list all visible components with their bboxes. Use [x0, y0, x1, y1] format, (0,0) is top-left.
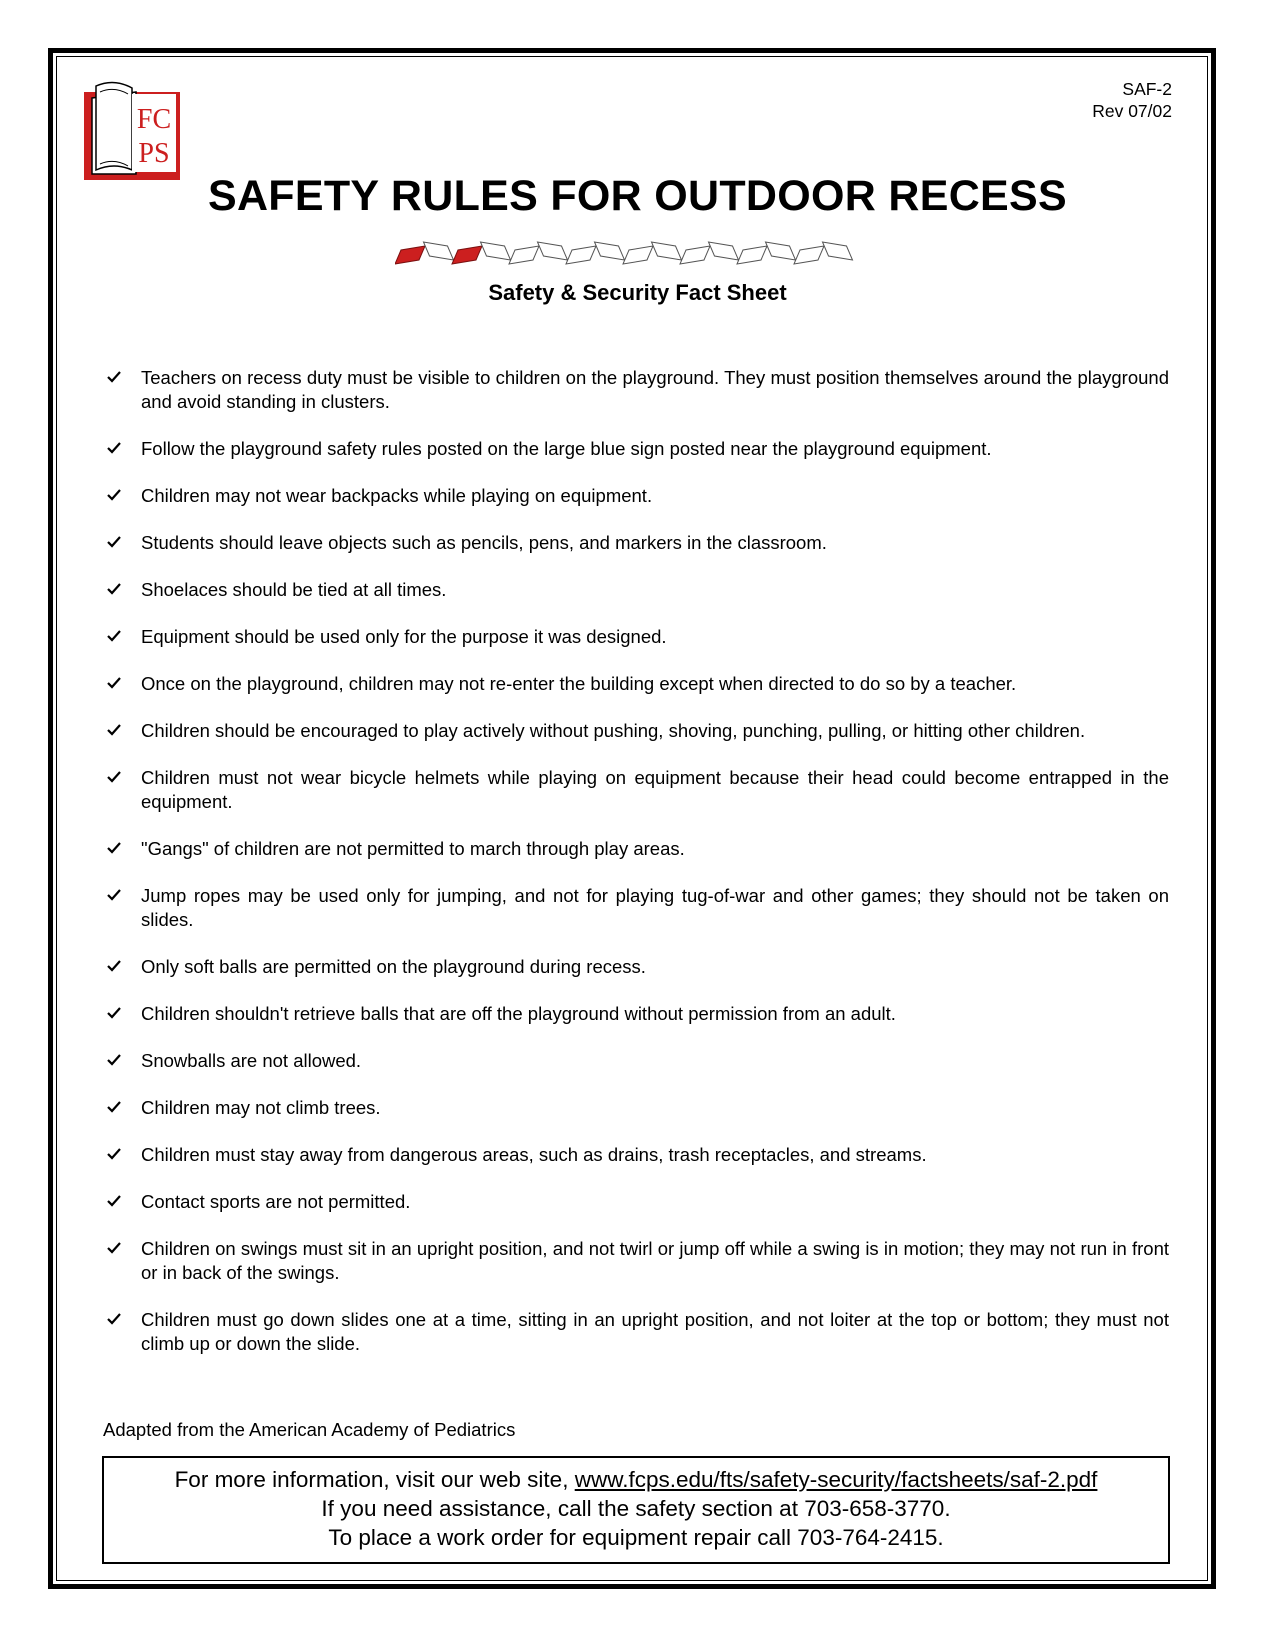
list-item: [107, 1143, 1169, 1167]
document-code: SAF-2: [1122, 79, 1172, 99]
page-subtitle: Safety & Security Fact Sheet: [488, 280, 787, 305]
chevron-segment: [509, 246, 539, 264]
list-item: [107, 766, 1169, 814]
list-item: [107, 531, 1169, 555]
chevron-segment: [823, 242, 853, 260]
checkmark-icon: [107, 629, 121, 643]
checkmark-icon: [107, 1100, 121, 1114]
info-line-safety-phone: If you need assistance, call the safety section at 703-658-3770.: [321, 1496, 951, 1521]
info-line-website: [104, 1465, 1168, 1494]
rule-text: Children may not climb trees.: [141, 1097, 381, 1118]
list-item: [107, 837, 1169, 861]
rule-text: Contact sports are not permitted.: [141, 1191, 411, 1212]
checkmark-icon: [107, 1053, 121, 1067]
checkmark-icon: [107, 1312, 121, 1326]
list-item: [107, 1002, 1169, 1026]
rule-text: Children must go down slides one at a time, sitting in an upright position, and not loiter at the top or bottom; they must not climb up or down the slide.: [141, 1309, 1169, 1354]
fact-sheet-link[interactable]: www.fcps.edu/fts/safety-security/factsheets/saf-2.pdf: [574, 1467, 1098, 1492]
checkmark-icon: [107, 888, 121, 902]
page-title: SAFETY RULES FOR OUTDOOR RECESS: [207, 172, 1068, 220]
info-line-repair-phone: To place a work order for equipment repair call 703-764-2415.: [328, 1525, 944, 1550]
rule-text: "Gangs" of children are not permitted to march through play areas.: [141, 838, 685, 859]
checkmark-icon: [107, 488, 121, 502]
safety-rules-list: [107, 366, 1169, 1379]
checkmark-icon: [107, 770, 121, 784]
chevron-segment: [766, 242, 796, 260]
rule-text: Teachers on recess duty must be visible to children on the playground. They must position themselves around the playground and avoid standing in clusters.: [141, 367, 1169, 412]
chevron-segment: [794, 246, 824, 264]
list-item: [107, 1308, 1169, 1356]
checkmark-icon: [107, 1241, 121, 1255]
chevron-segment: [538, 242, 568, 260]
list-item: [107, 1190, 1169, 1214]
chevron-segment: [680, 246, 710, 264]
rule-text: Children may not wear backpacks while playing on equipment.: [141, 485, 653, 506]
chevron-segments: [395, 242, 853, 264]
checkmark-icon: [107, 1147, 121, 1161]
rule-text: Children shouldn't retrieve balls that are off the playground without permission from an adult.: [141, 1003, 896, 1024]
chevron-segment: [595, 242, 625, 260]
list-item: [107, 578, 1169, 602]
chevron-segment: [481, 242, 511, 260]
rule-text: Children must stay away from dangerous areas, such as drains, trash receptacles, and streams.: [141, 1144, 927, 1165]
chevron-segment: [424, 242, 454, 260]
revision-date: Rev 07/02: [1092, 101, 1172, 121]
chevron-segment: [452, 246, 482, 264]
contact-info-box: [102, 1456, 1170, 1564]
checkmark-icon: [107, 723, 121, 737]
rule-text: Equipment should be used only for the purpose it was designed.: [141, 626, 667, 647]
list-item: [107, 484, 1169, 508]
rule-text: Children must not wear bicycle helmets while playing on equipment because their head could become entrapped in the equipment.: [141, 767, 1169, 812]
chevron-segment: [652, 242, 682, 260]
checkmark-icon: [107, 370, 121, 384]
chevron-segment: [623, 246, 653, 264]
rule-text: Students should leave objects such as pencils, pens, and markers in the classroom.: [141, 532, 827, 553]
logo-text-ps: PS: [138, 138, 170, 169]
checkmark-icon: [107, 841, 121, 855]
rule-text: Shoelaces should be tied at all times.: [141, 579, 447, 600]
list-item: [107, 625, 1169, 649]
list-item: [107, 672, 1169, 696]
list-item: [107, 719, 1169, 743]
chevron-segment: [709, 242, 739, 260]
attribution-note: Adapted from the American Academy of Pediatrics: [103, 1419, 516, 1440]
logo-text-fc: FC: [136, 104, 172, 135]
rule-text: Jump ropes may be used only for jumping, and not for playing tug-of-war and other games; they should not be taken on slides.: [141, 885, 1169, 930]
checkmark-icon: [107, 582, 121, 596]
checkmark-icon: [107, 1194, 121, 1208]
fcps-logo: [84, 78, 184, 182]
checkmark-icon: [107, 1006, 121, 1020]
checkmark-icon: [107, 959, 121, 973]
list-item: [107, 1237, 1169, 1285]
chevron-segment: [395, 246, 425, 264]
list-item: [107, 1096, 1169, 1120]
chevron-segment: [737, 246, 767, 264]
rule-text: Once on the playground, children may not re-enter the building except when directed to do so by a teacher.: [141, 673, 1017, 694]
info-website-prefix: For more information, visit our web site,: [174, 1467, 575, 1492]
list-item: [107, 884, 1169, 932]
rule-text: Children on swings must sit in an upright position, and not twirl or jump off while a swing is in motion; they may not run in front or in back of the swings.: [141, 1238, 1169, 1283]
list-item: [107, 955, 1169, 979]
checkmark-icon: [107, 676, 121, 690]
list-item: [107, 366, 1169, 414]
rule-text: Children should be encouraged to play actively without pushing, shoving, punching, pulling, or hitting other children.: [141, 720, 1086, 741]
list-item: [107, 1049, 1169, 1073]
rule-text: Follow the playground safety rules posted on the large blue sign posted near the playground equipment.: [141, 438, 992, 459]
list-item: [107, 437, 1169, 461]
chevron-ribbon-decoration: [395, 238, 875, 272]
checkmark-icon: [107, 535, 121, 549]
rule-text: Only soft balls are permitted on the playground during recess.: [141, 956, 646, 977]
checkmark-icon: [107, 441, 121, 455]
chevron-segment: [566, 246, 596, 264]
rule-text: Snowballs are not allowed.: [141, 1050, 362, 1071]
document-code-block: [1092, 78, 1172, 122]
